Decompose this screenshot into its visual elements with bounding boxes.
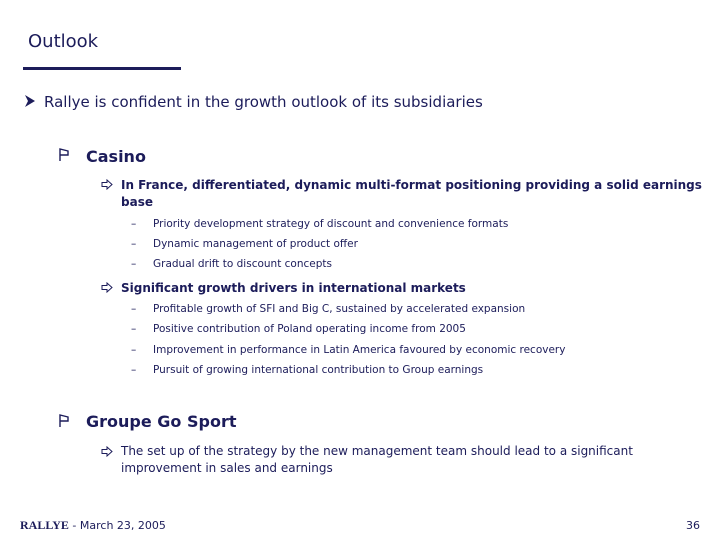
footer-date: - March 23, 2005 <box>68 519 166 532</box>
gosport-heading: Groupe Go Sport <box>86 412 237 431</box>
footer-brand: RALLYE <box>20 518 69 532</box>
hollow-arrow-bullet-icon <box>101 179 113 193</box>
list-item: Improvement in performance in Latin America favoured by economic recovery <box>153 344 566 356</box>
casino-heading: Casino <box>86 147 146 166</box>
arrowhead-bullet-icon <box>24 94 36 112</box>
flag-bullet-icon <box>58 147 70 166</box>
footer <box>20 518 166 533</box>
dash-bullet: – <box>131 323 137 335</box>
hollow-arrow-bullet-icon <box>101 446 113 460</box>
dash-bullet: – <box>131 364 137 376</box>
list-item: Profitable growth of SFI and Big C, sustained by accelerated expansion <box>153 303 526 315</box>
dash-bullet: – <box>131 344 137 356</box>
list-item: Dynamic management of product offer <box>153 238 358 250</box>
france-text-line2: base <box>121 195 153 209</box>
title-underline <box>23 67 181 70</box>
dash-bullet: – <box>131 303 137 315</box>
slide-title: Outlook <box>28 31 99 52</box>
intro-text: Rallye is confident in the growth outlook of its subsidiaries <box>44 93 483 111</box>
hollow-arrow-bullet-icon <box>101 282 113 296</box>
dash-bullet: – <box>131 218 137 230</box>
list-item: Priority development strategy of discount and convenience formats <box>153 218 509 230</box>
dash-bullet: – <box>131 238 137 250</box>
gosport-text-line2: improvement in sales and earnings <box>121 461 333 475</box>
france-text-line1: In France, differentiated, dynamic multi-format positioning providing a solid earnings <box>121 178 702 192</box>
list-item: Pursuit of growing international contribution to Group earnings <box>153 364 484 376</box>
list-item: Positive contribution of Poland operating income from 2005 <box>153 323 466 335</box>
list-item: Gradual drift to discount concepts <box>153 258 332 270</box>
page-number: 36 <box>686 519 700 532</box>
gosport-text-line1: The set up of the strategy by the new management team should lead to a significant <box>121 444 633 458</box>
flag-bullet-icon <box>58 413 70 432</box>
international-text: Significant growth drivers in international markets <box>121 281 466 295</box>
dash-bullet: – <box>131 258 137 270</box>
